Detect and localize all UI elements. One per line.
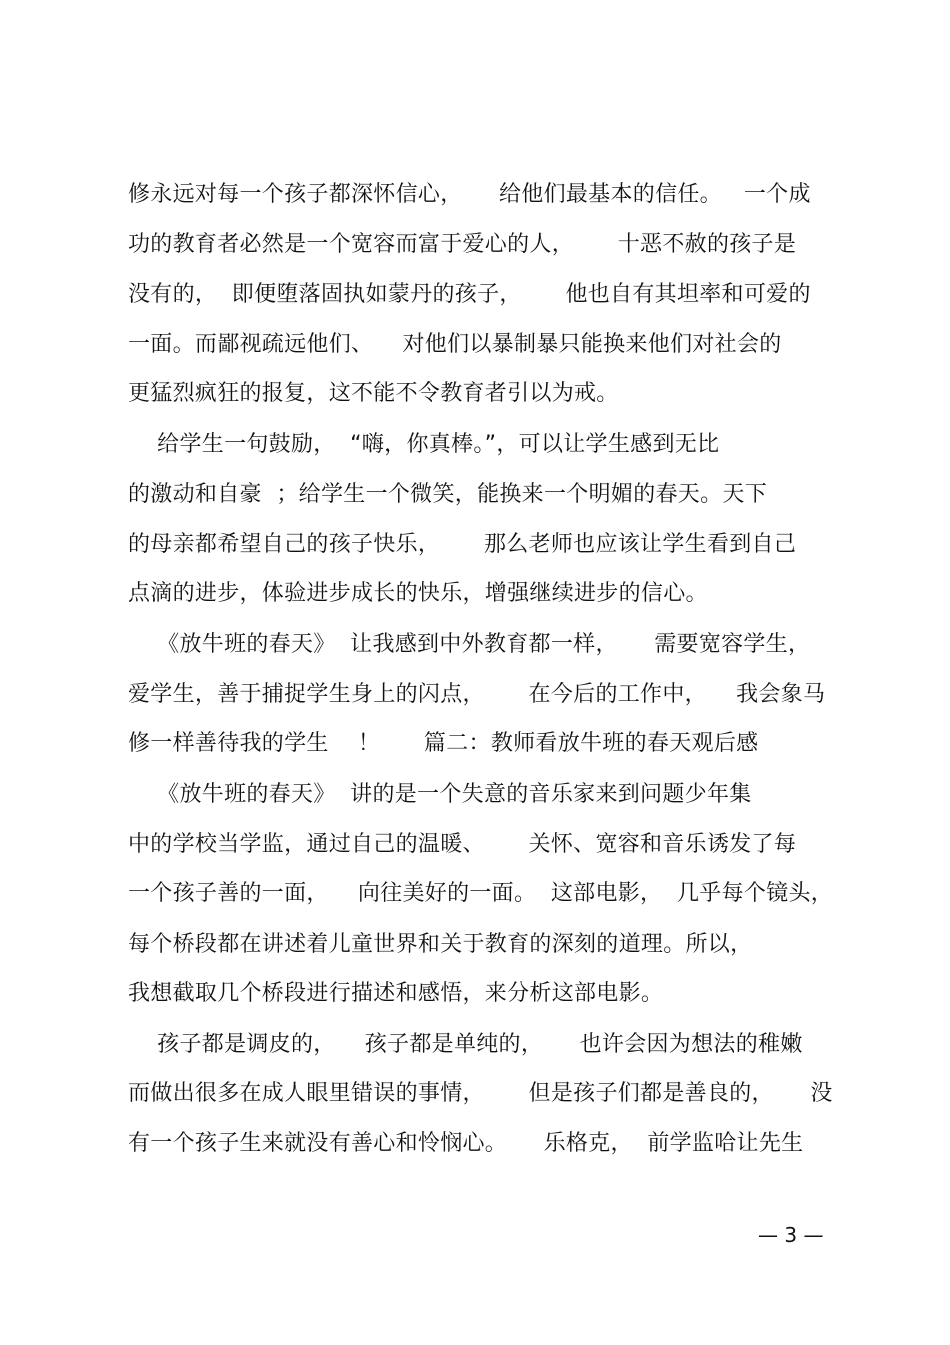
text-line: 《放牛班的春天》 讲的是一个失意的音乐家来到问题少年集	[128, 782, 752, 807]
page-number: — 3 —	[758, 1223, 824, 1247]
text-line: 点滴的进步，体验进步成长的快乐，增强继续进步的信心。	[128, 581, 708, 606]
text-line: 给学生一句鼓励， “嗨，你真棒。”，可以让学生感到无比	[128, 432, 720, 457]
text-line: 一个孩子善的一面， 向往美好的一面。 这部电影， 几乎每个镜头，	[128, 881, 834, 906]
text-line: 修永远对每一个孩子都深怀信心， 给他们最基本的信任。 一个成	[128, 182, 811, 207]
text-line: 一面。而鄙视疏远他们、 对他们以暴制暴只能换来他们对社会的	[128, 332, 782, 357]
text-line: 《放牛班的春天》 让我感到中外教育都一样， 需要宽容学生，	[128, 632, 811, 657]
text-line: 功的教育者必然是一个宽容而富于爱心的人， 十恶不赦的孩子是	[128, 232, 797, 257]
text-line: 修一样善待我的学生 ！ 篇二：教师看放牛班的春天观后感	[128, 731, 759, 756]
text-line: 我想截取几个桥段进行描述和感悟，来分析这部电影。	[128, 981, 664, 1006]
text-line: 中的学校当学监，通过自己的温暖、 关怀、宽容和音乐诱发了每	[128, 832, 797, 857]
text-line: 的母亲都希望自己的孩子快乐， 那么老师也应该让学生看到自己	[128, 532, 797, 557]
text-line: 更猛烈疯狂的报复，这不能不令教育者引以为戒。	[128, 381, 619, 406]
text-line: 爱学生，善于捕捉学生身上的闪点， 在今后的工作中， 我会象马	[128, 682, 826, 707]
text-line: 而做出很多在成人眼里错误的事情， 但是孩子们都是善良的， 没	[128, 1081, 833, 1106]
text-line: 每个桥段都在讲述着儿童世界和关于教育的深刻的道理。所以，	[128, 932, 753, 957]
text-line: 孩子都是调皮的， 孩子都是单纯的， 也许会因为想法的稚嫩	[128, 1032, 803, 1057]
text-line: 没有的， 即便堕落固执如蒙丹的孩子， 他也自有其坦率和可爱的	[128, 282, 811, 307]
text-line: 有一个孩子生来就没有善心和怜悯心。 乐格克， 前学监哈让先生	[128, 1131, 804, 1156]
text-line: 的激动和自豪 ；给学生一个微笑，能换来一个明媚的春天。天下	[128, 482, 767, 507]
